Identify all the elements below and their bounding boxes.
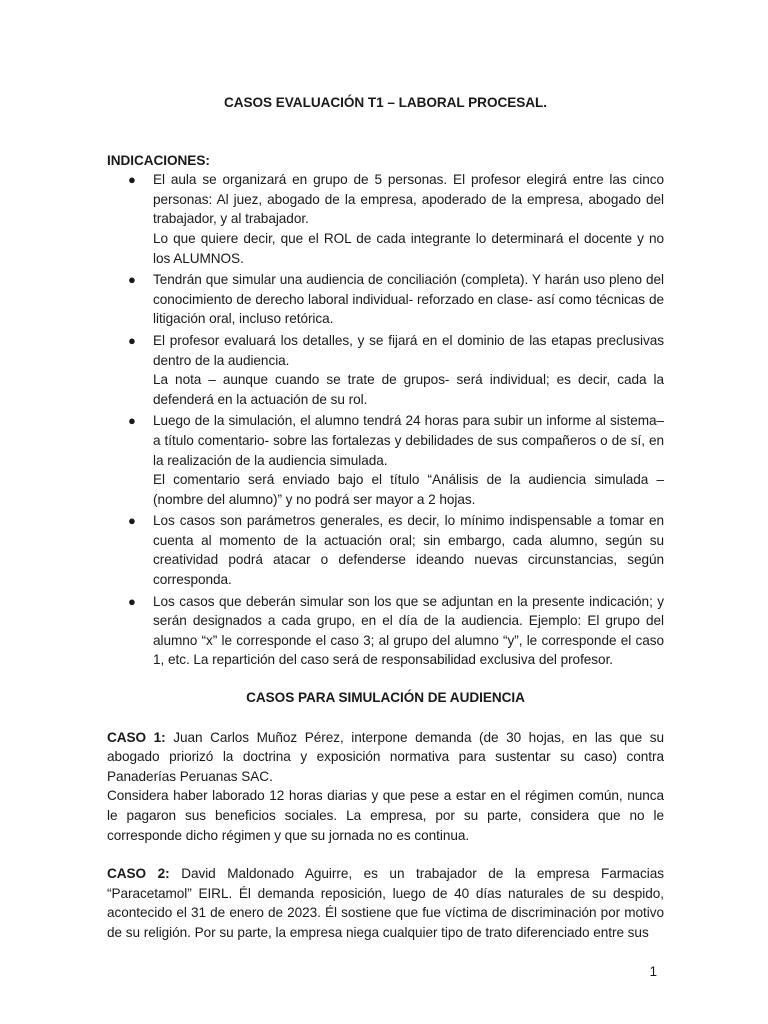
bullet-icon: ● <box>128 413 136 429</box>
page-number: 1 <box>649 964 657 979</box>
indication-item <box>107 511 664 589</box>
indication-item <box>107 170 664 268</box>
case-label: CASO 2: <box>107 866 170 882</box>
indication-paragraph: El aula se organizará en grupo de 5 personas. El profesor elegirá entre las cinco personas: Al juez, abogado de la empresa, apoderado de la empresa, abogado del trabajador, y al trabajador. <box>153 172 664 227</box>
case-text: David Maldonado Aguirre, es un trabajador de la empresa Farmacias “Paracetamol” EIRL. Él demanda reposición, luego de 40 días naturales de su despido, acontecido el 31 de enero de 2023. Él sostiene que fue víctima de discriminación por motivo de su religión. Por su parte, la empresa niega cualquier tipo de trato diferenciado entre sus <box>107 866 664 940</box>
indications-heading: INDICACIONES: <box>107 152 210 168</box>
indication-item <box>107 270 664 329</box>
bullet-icon: ● <box>128 513 136 529</box>
indication-item <box>107 411 664 509</box>
bullet-icon: ● <box>128 272 136 288</box>
document-title: CASOS EVALUACIÓN T1 – LABORAL PROCESAL. <box>223 95 548 110</box>
indication-paragraph: Tendrán que simular una audiencia de conciliación (completa). Y harán uso pleno del conocimiento de derecho laboral individual- reforzado en clase- así como técnicas de litigación oral, incluso retórica. <box>153 272 664 327</box>
indication-paragraph: La nota – aunque cuando se trate de grupos- será individual; es decir, cada la defenderá en la actuación de su rol. <box>153 372 664 407</box>
indication-paragraph: Los casos son parámetros generales, es decir, lo mínimo indispensable a tomar en cuenta al momento de la actuación oral; sin embargo, cada alumno, según su creatividad podrá atacar o defenderse ideando nuevas circunstancias, según corresponda. <box>153 513 664 588</box>
case-text: Juan Carlos Muñoz Pérez, interpone demanda (de 30 hojas, en las que su abogado priorizó la doctrina y exposición normativa para sustentar su caso) contra Panaderías Peruanas SAC. <box>107 729 664 784</box>
indication-paragraph: Los casos que deberán simular son los que se adjuntan en la presente indicación; y serán designados a cada grupo, en el día de la audiencia. Ejemplo: El grupo del alumno “x” le corresponde el caso 3; al grupo del alumno “y”, le corresponde el caso 1, etc. La repartición del caso será de responsabilidad exclusiva del profesor. <box>153 593 664 668</box>
case-paragraph <box>107 864 664 942</box>
indication-paragraph: Luego de la simulación, el alumno tendrá 24 horas para subir un informe al sistema– a título comentario- sobre las fortalezas y debilidades de sus compañeros o de sí, en la realización de la audiencia simulada. <box>153 413 664 468</box>
indication-paragraph: El comentario será enviado bajo el título “Análisis de la audiencia simulada – (nombre del alumno)” y no podrá ser mayor a 2 hojas. <box>153 472 664 507</box>
cases-container <box>107 728 664 943</box>
case-text: Considera haber laborado 12 horas diarias y que pese a estar en el régimen común, nunca le pagaron sus beneficios sociales. La empresa, por su parte, considera que no le corresponde dicho régimen y que su jornada no es continua. <box>107 788 664 843</box>
indications-list <box>107 170 664 670</box>
case-paragraph <box>107 728 664 787</box>
indication-paragraph: El profesor evaluará los detalles, y se fijará en el dominio de las etapas preclusivas dentro de la audiencia. <box>153 332 664 368</box>
bullet-icon: ● <box>128 172 136 188</box>
case-label: CASO 1: <box>107 729 166 745</box>
indication-paragraph: Lo que quiere decir, que el ROL de cada integrante lo determinará el docente y no los ALUMNOS. <box>153 230 664 266</box>
bullet-icon: ● <box>128 332 136 348</box>
case-paragraph <box>107 786 664 845</box>
bullet-icon: ● <box>128 593 136 609</box>
case-block <box>107 864 664 942</box>
indication-item <box>107 592 664 670</box>
cases-section-title: CASOS PARA SIMULACIÓN DE AUDIENCIA <box>246 690 525 706</box>
case-block <box>107 728 664 846</box>
indication-item <box>107 331 664 409</box>
